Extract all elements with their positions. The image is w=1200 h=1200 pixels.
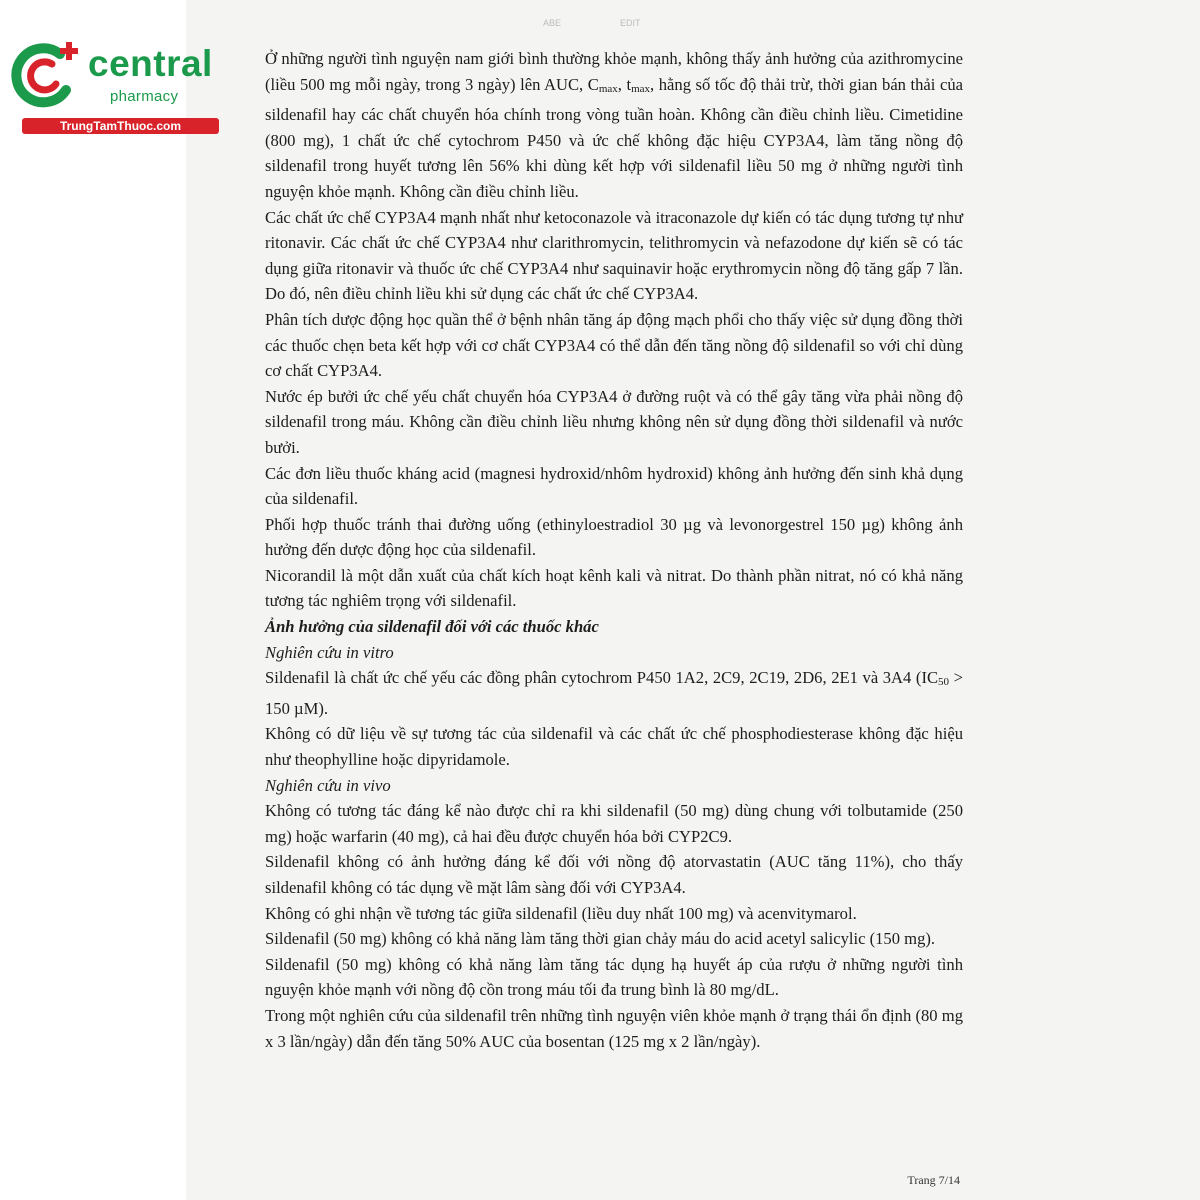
logo-brand: central bbox=[88, 43, 213, 84]
document-body bbox=[265, 46, 963, 1054]
pharmacy-logo-icon bbox=[10, 38, 84, 112]
paragraph: Không có tương tác đáng kể nào được chỉ ra khi sildenafil (50 mg) dùng chung với tolbutamide (250 mg) hoặc warfarin (40 mg), cả hai đều được chuyển hóa bởi CYP2C9. bbox=[265, 801, 963, 846]
paragraph: Sildenafil là chất ức chế yếu các đồng phân cytochrom P450 1A2, 2C9, 2C19, 2D6, 2E1 và 3A4 (IC50 > 150 µM). bbox=[265, 668, 963, 718]
page-number: Trang 7/14 bbox=[907, 1173, 960, 1187]
logo-subtitle: pharmacy bbox=[110, 88, 179, 105]
section-heading: Ảnh hưởng của sildenafil đối với các thuốc khác bbox=[265, 617, 599, 637]
paragraph: Các đơn liều thuốc kháng acid (magnesi hydroxid/nhôm hydroxid) không ảnh hưởng đến sinh khả dụng của sildenafil. bbox=[265, 463, 963, 509]
paragraph: Nicorandil là một dẫn xuất của chất kích hoạt kênh kali và nitrat. Do thành phần nitrat, nó có khả năng tương tác nghiêm trọng với sildenafil. bbox=[265, 565, 963, 611]
logo-url-banner: TrungTamThuoc.com bbox=[22, 118, 219, 134]
faint-header-right: EDIT bbox=[620, 18, 641, 28]
paragraph: Các chất ức chế CYP3A4 mạnh nhất như ketoconazole và itraconazole dự kiến có tác dụng tương tự như ritonavir. Các chất ức chế CYP3A4 như clarithromycin, telithromycin và nefazodone dự kiến sẽ có tác dụng giữa ritonavir và thuốc ức chế CYP3A4 như saquinavir hoặc erythromycin nồng độ tăng gấp 7 lần. Do đó, nên điều chỉnh liều khi sử dụng các chất ức chế CYP3A4. bbox=[265, 207, 963, 304]
paragraph: Nước ép bưởi ức chế yếu chất chuyển hóa CYP3A4 ở đường ruột và có thể gây tăng vừa phải nồng độ sildenafil trong máu. Không cần điều chỉnh liều nhưng không nên sử dụng đồng thời sildenafil và nước bưởi. bbox=[265, 386, 963, 457]
paragraph: Sildenafil (50 mg) không có khả năng làm tăng tác dụng hạ huyết áp của rượu ở những người tình nguyện khỏe mạnh với nồng độ cồn trong máu tối đa trung bình là 80 mg/dL. bbox=[265, 954, 963, 1000]
paragraph: Phối hợp thuốc tránh thai đường uống (ethinyloestradiol 30 µg và levonorgestrel 150 µg) không ảnh hưởng đến dược động học của sildenafil. bbox=[265, 514, 963, 560]
faint-header-left: ABE bbox=[543, 18, 562, 28]
paragraph: Không có dữ liệu về sự tương tác của sildenafil và các chất ức chế phosphodiesterase không đặc hiệu như theophylline hoặc dipyridamole. bbox=[265, 724, 963, 770]
paragraph: Sildenafil (50 mg) không có khả năng làm tăng thời gian chảy máu do acid acetyl salicylic (150 mg). bbox=[265, 929, 936, 949]
paragraph: Trong một nghiên cứu của sildenafil trên những tình nguyện viên khỏe mạnh ở trạng thái ổn định (80 mg x 3 lần/ngày) dẫn đến tăng 50% AUC của bosentan (125 mg x 2 lần/ngày). bbox=[265, 1005, 963, 1051]
paragraph: Sildenafil không có ảnh hưởng đáng kể đối với nồng độ atorvastatin (AUC tăng 11%), cho thấy sildenafil không có tác dụng về mặt lâm sàng đối với CYP3A4. bbox=[265, 852, 963, 897]
paragraph: Phân tích dược động học quần thể ở bệnh nhân tăng áp động mạch phổi cho thấy việc sử dụng đồng thời các thuốc chẹn beta kết hợp với cơ chất CYP3A4 có thể dẫn đến tăng nồng độ sildenafil so với chỉ dùng cơ chất CYP3A4. bbox=[265, 309, 963, 381]
central-pharmacy-logo bbox=[10, 36, 215, 140]
paragraph: Ở những người tình nguyện nam giới bình thường khỏe mạnh, không thấy ảnh hưởng của azithromycine (liều 500 mg mỗi ngày, trong 3 ngày) lên AUC, Cmax, tmax, hằng số tốc độ thải trừ, thời gian bán thải của sildenafil hay các chất chuyển hóa chính trong vòng tuần hoàn. Không cần điều chỉnh liều. Cimetidine (800 mg), 1 chất ức chế cytochrom P450 và ức chế không đặc hiệu CYP3A4, làm tăng nồng độ sildenafil trong huyết tương lên 56% khi dùng kết hợp với sildenafil liều 50 mg ở những người tình nguyện khỏe mạnh. Không cần điều chỉnh liều. bbox=[265, 49, 963, 201]
subsection-heading: Nghiên cứu in vivo bbox=[265, 775, 391, 795]
subsection-heading: Nghiên cứu in vitro bbox=[265, 642, 394, 662]
paragraph: Không có ghi nhận về tương tác giữa sildenafil (liều duy nhất 100 mg) và acenvitymarol. bbox=[265, 903, 857, 923]
